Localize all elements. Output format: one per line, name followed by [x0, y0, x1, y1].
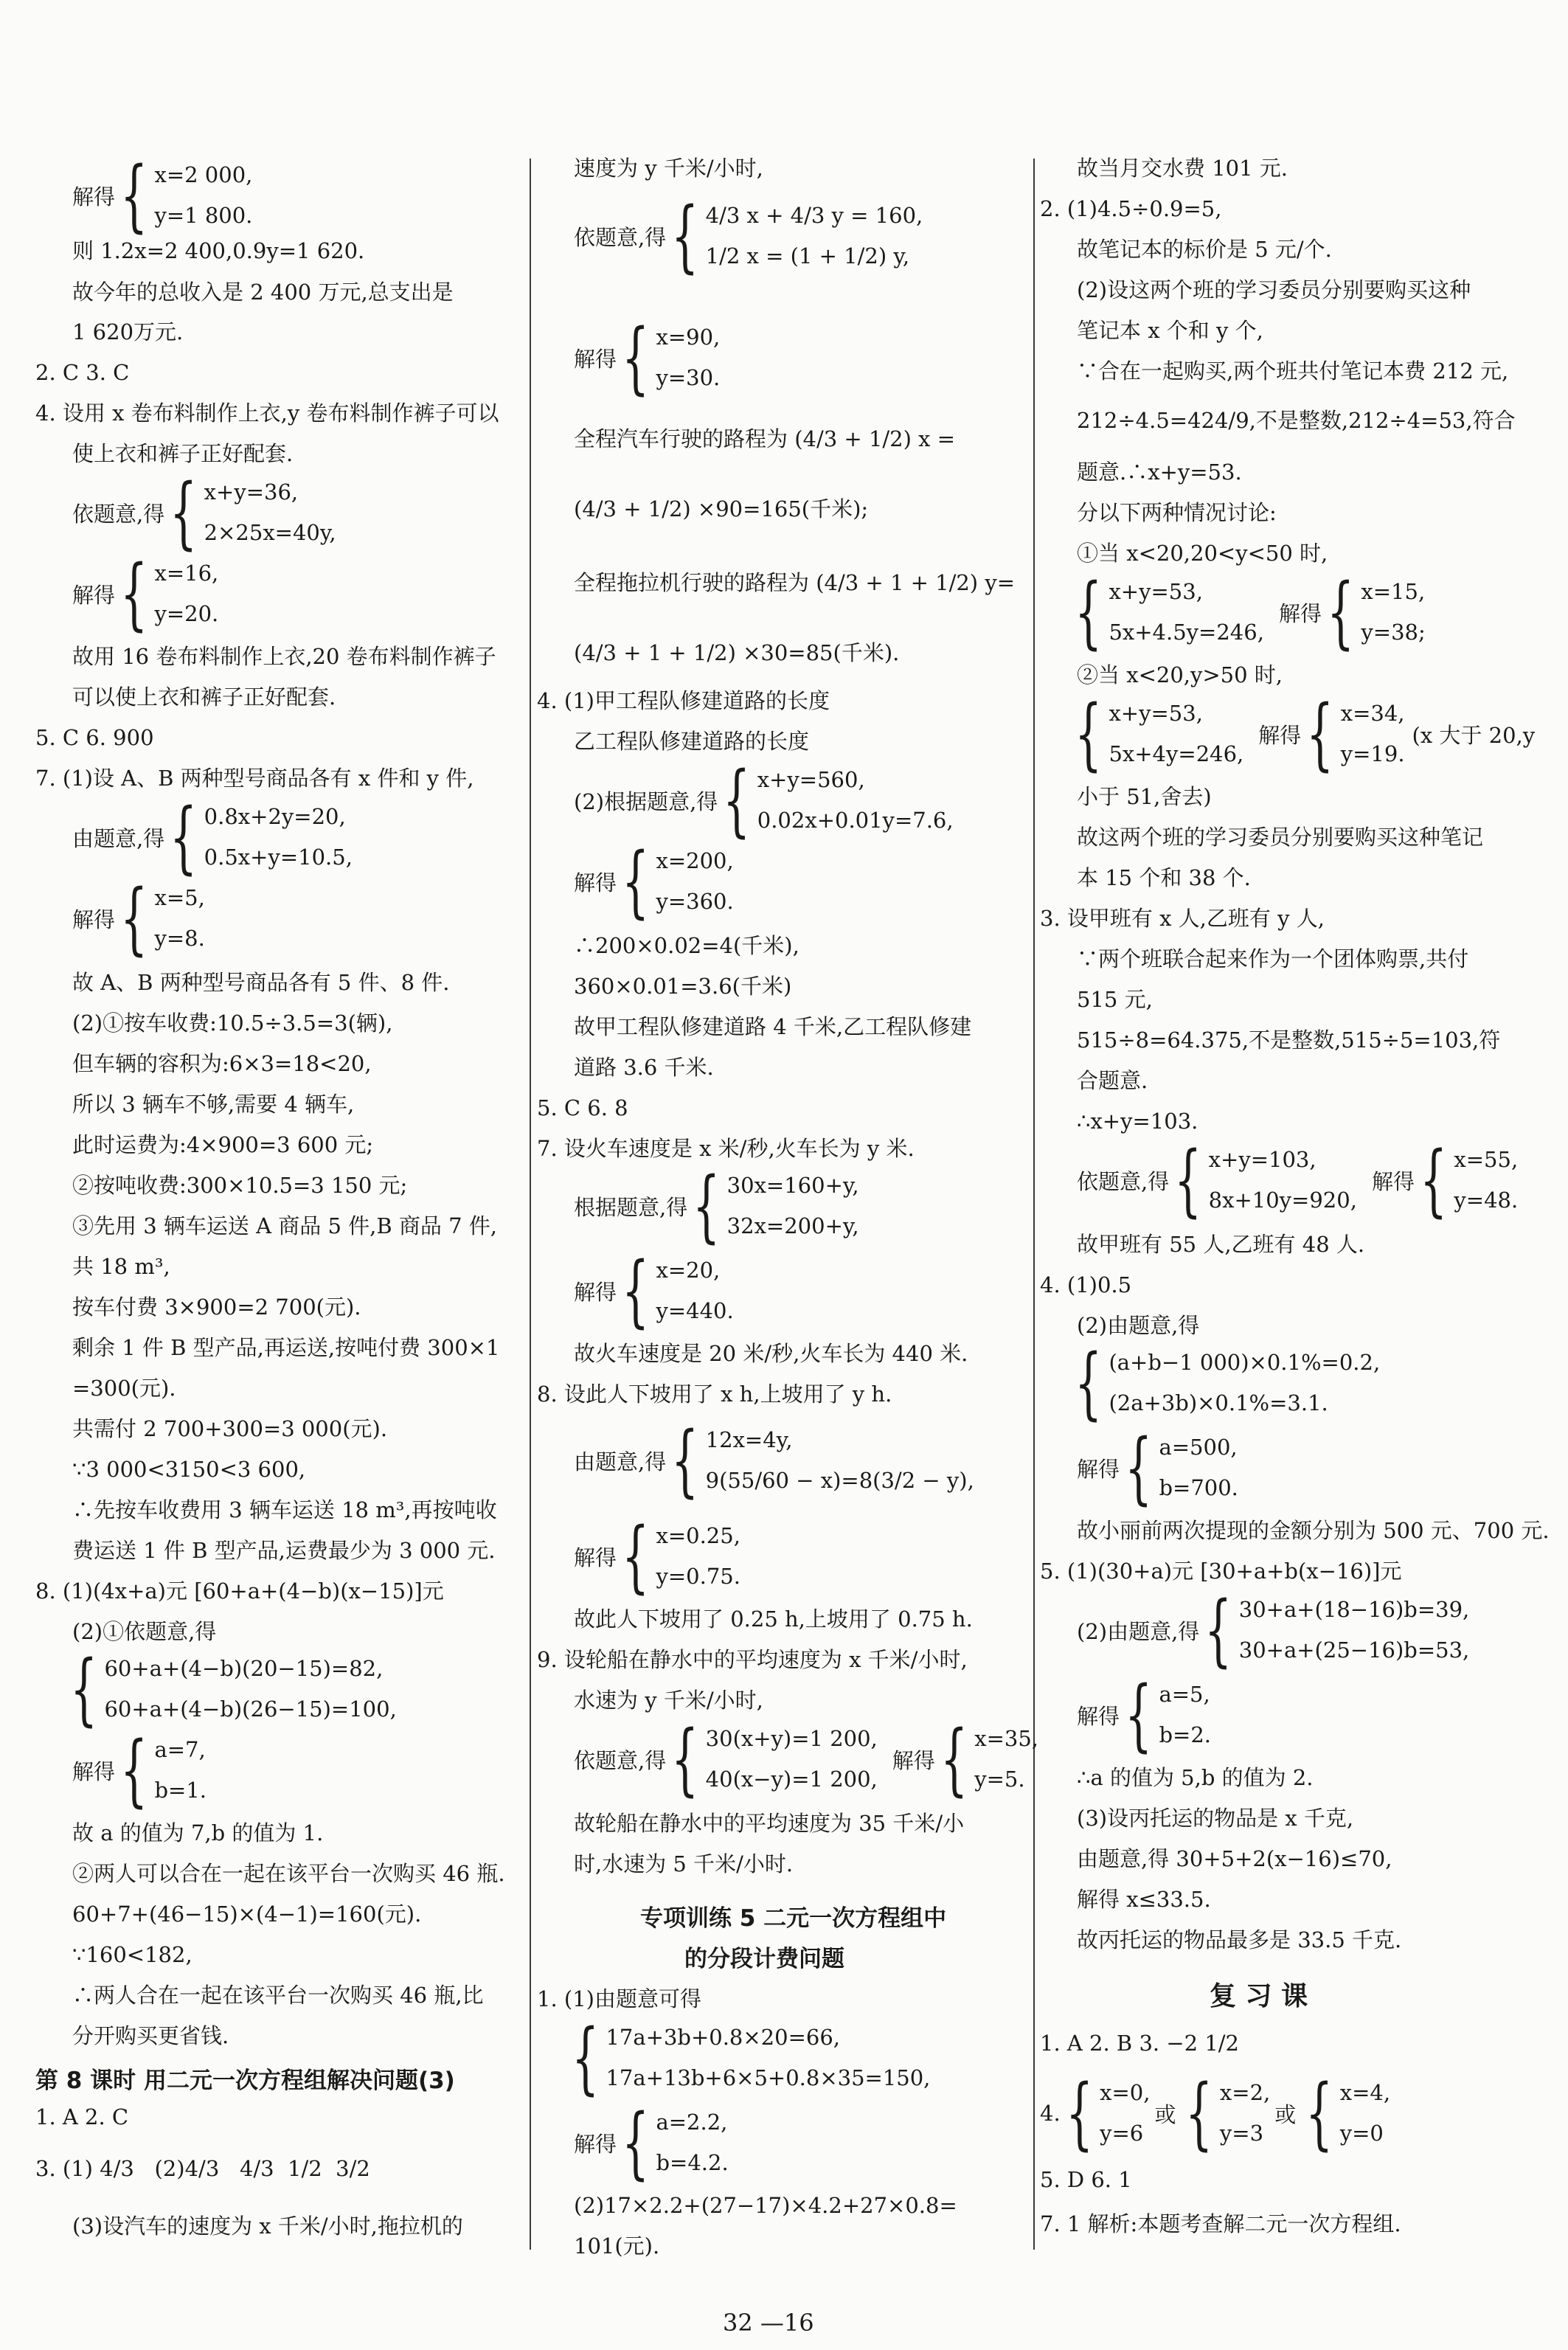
answer-line: 5. C 6. 8 — [537, 1095, 628, 1120]
equation-system: { 17a+3b+0.8×20=66, 17a+13b+6×5+0.8×35=150, — [572, 2012, 931, 2104]
solution-system: 解得 { a=5, b=2. — [1077, 1669, 1212, 1761]
column-divider-2 — [1033, 159, 1035, 2250]
question-line: 5. (1)(30+a)元 [30+a+b(x−16)]元 — [1040, 1559, 1402, 1584]
text-line: 故甲班有 55 人,乙班有 48 人. — [1077, 1232, 1365, 1257]
text-line: 水速为 y 千米/小时, — [574, 1688, 763, 1713]
text-line: =300(元). — [72, 1376, 176, 1401]
answer-line: 3. (1) 4/3 (2)4/3 4/3 1/2 3/2 — [35, 2156, 370, 2181]
text-line: ∴a 的值为 5,b 的值为 2. — [1077, 1765, 1314, 1790]
question-line: 4. (1)0.5 — [1040, 1272, 1132, 1297]
solution-system: 解得 { x=90, y=30. — [574, 312, 721, 403]
question-line: 1. (1)由题意可得 — [537, 1986, 701, 2011]
text-line: 515÷8=64.375,不是整数,515÷5=103,符 — [1077, 1027, 1501, 1053]
text-line: ∴先按车收费用 3 辆车运送 18 m³,再按吨收 — [72, 1497, 497, 1522]
answer-systems: 4. { x=0, y=6 或 { x=2, y=3 或 { x=4, y=0 — [1040, 2067, 1391, 2159]
column-divider-1 — [530, 159, 531, 2250]
equation-system: (2)根据题意,得 { x+y=560, 0.02x+0.01y=7.6, — [574, 755, 954, 846]
equation-system: 依题意,得 { 4/3 x + 4/3 y = 160, 1/2 x = (1 + 1/2) y, — [574, 190, 923, 282]
text-line: ∴200×0.02=4(千米), — [574, 933, 799, 958]
text-line: (2)①依题意,得 — [72, 1619, 217, 1644]
section-heading: 复 习 课 — [1210, 1981, 1308, 2011]
text-line: 360×0.01=3.6(千米) — [574, 974, 792, 999]
text-line: ∵160<182, — [72, 1942, 192, 1967]
answer-line: 2. C 3. C — [35, 360, 130, 385]
text-line: (2)①按车收费:10.5÷3.5=3(辆), — [72, 1011, 393, 1036]
text-line: ①当 x<20,20<y<50 时, — [1077, 541, 1328, 566]
equation-system: 由题意,得 { 12x=4y, 9(55/60 − x)=8(3/2 − y), — [574, 1415, 974, 1506]
text-line: 所以 3 辆车不够,需要 4 辆车, — [72, 1092, 355, 1117]
solution-system: 解得 { x=16, y=20. — [72, 548, 219, 640]
answer-line: 1. A 2. C — [35, 2104, 129, 2129]
equation-system: { x+y=53, 5x+4.5y=246, 解得 { x=15, y=38; — [1075, 566, 1426, 658]
text-line: 共需付 2 700+300=3 000(元). — [72, 1416, 388, 1441]
text-line: (2)17×2.2+(27−17)×4.2+27×0.8= — [574, 2193, 957, 2218]
question-line: 7. 设火车速度是 x 米/秒,火车长为 y 米. — [537, 1136, 915, 1161]
text-line: 速度为 y 千米/小时, — [574, 156, 763, 181]
text-line: 时,水速为 5 千米/小时. — [574, 1851, 794, 1876]
solution-system: 解得 { x=2 000, y=1 800. — [72, 150, 253, 241]
text-line: 使上衣和裤子正好配套. — [72, 441, 294, 466]
text-line: 则 1.2x=2 400,0.9y=1 620. — [72, 238, 365, 263]
section-heading: 专项训练 5 二元一次方程组中 — [640, 1905, 947, 1932]
text-line: (2)设这两个班的学习委员分别要购买这种 — [1077, 277, 1471, 302]
text-line: 故火车速度是 20 米/秒,火车长为 440 米. — [574, 1341, 968, 1366]
solution-system: 解得 { a=2.2, b=4.2. — [574, 2097, 729, 2188]
text-line: 故小丽前两次提现的金额分别为 500 元、700 元. — [1077, 1518, 1550, 1543]
text-line: 分开购买更省钱. — [72, 2023, 229, 2048]
solution-system: 解得 { x=200, y=360. — [574, 836, 734, 927]
text-line: 故用 16 卷布料制作上衣,20 卷布料制作裤子 — [72, 644, 496, 669]
text-line: 分以下两种情况讨论: — [1077, 500, 1277, 525]
text-line: 故此人下坡用了 0.25 h,上坡用了 0.75 h. — [574, 1606, 973, 1632]
text-line: (4/3 + 1 + 1/2) ×30=85(千米). — [574, 640, 900, 665]
text-line: ③先用 3 辆车运送 A 商品 5 件,B 商品 7 件, — [72, 1213, 498, 1238]
answer-line: 5. C 6. 900 — [35, 725, 154, 750]
text-line: 故 A、B 两种型号商品各有 5 件、8 件. — [72, 970, 450, 995]
text-line: 故今年的总收入是 2 400 万元,总支出是 — [72, 280, 454, 305]
text-line: 可以使上衣和裤子正好配套. — [72, 684, 336, 710]
equation-system: 依题意,得 { x+y=103, 8x+10y=920, 解得 { x=55, y=48. — [1077, 1134, 1519, 1226]
text-line: 101(元). — [574, 2233, 660, 2259]
text-line: 212÷4.5=424/9,不是整数,212÷4=53,符合 — [1077, 408, 1516, 433]
solution-system: 解得 { a=500, b=700. — [1077, 1422, 1238, 1514]
question-line: 8. (1)(4x+a)元 [60+a+(4−b)(x−15)]元 — [35, 1578, 444, 1604]
equation-system: 根据题意,得 { 30x=160+y, 32x=200+y, — [574, 1160, 859, 1252]
text-line: 合题意. — [1077, 1068, 1148, 1093]
equation-system: { x+y=53, 5x+4y=246, 解得 { x=34, y=19. (x 大于 20,y — [1075, 688, 1536, 780]
text-line: 全程拖拉机行驶的路程为 (4/3 + 1 + 1/2) y= — [574, 570, 1016, 595]
answer-line: 5. D 6. 1 — [1040, 2167, 1132, 2192]
solution-system: 解得 { x=20, y=440. — [574, 1245, 734, 1337]
section-heading: 的分段计费问题 — [684, 1946, 844, 1972]
text-line: 故甲工程队修建道路 4 千米,乙工程队修建 — [574, 1014, 972, 1039]
text-line: 剩余 1 件 B 型产品,再运送,按吨付费 300×1 — [72, 1335, 500, 1360]
text-line: ∵合在一起购买,两个班共付笔记本费 212 元, — [1077, 358, 1509, 384]
text-line: 费运送 1 件 B 型产品,运费最少为 3 000 元. — [72, 1538, 496, 1563]
text-line: 515 元, — [1077, 987, 1153, 1012]
text-line: 全程汽车行驶的路程为 (4/3 + 1/2) x = — [574, 426, 956, 451]
question-line: 4. 设用 x 卷布料制作上衣,y 卷布料制作裤子可以 — [35, 401, 499, 426]
text-line: 故 a 的值为 7,b 的值为 1. — [72, 1820, 324, 1845]
text-line: ∴两人合在一起在该平台一次购买 46 瓶,比 — [72, 1983, 484, 2008]
text-line: 故当月交水费 101 元. — [1077, 156, 1288, 181]
text-line: ∵3 000<3150<3 600, — [72, 1457, 306, 1482]
text-line: ②按吨收费:300×10.5=3 150 元; — [72, 1173, 408, 1198]
text-line: 笔记本 x 个和 y 个, — [1077, 318, 1263, 343]
text-line: 60+7+(46−15)×(4−1)=160(元). — [72, 1902, 422, 1927]
question-line: 3. 设甲班有 x 人,乙班有 y 人, — [1040, 906, 1325, 931]
text-line: 小于 51,舍去) — [1077, 784, 1212, 809]
equation-system: { (a+b−1 000)×0.1%=0.2, (2a+3b)×0.1%=3.1. — [1075, 1337, 1381, 1429]
text-line: 道路 3.6 千米. — [574, 1055, 714, 1080]
text-line: 由题意,得 30+5+2(x−16)≤70, — [1077, 1846, 1392, 1871]
text-line: ∵两个班联合起来作为一个团体购票,共付 — [1077, 946, 1469, 971]
equation-system: 依题意,得 { x+y=36, 2×25x=40y, — [72, 467, 336, 558]
text-line: (3)设汽车的速度为 x 千米/小时,拖拉机的 — [72, 2214, 463, 2239]
question-line: 7. 1 解析:本题考查解二元一次方程组. — [1040, 2211, 1401, 2236]
text-line: ②当 x<20,y>50 时, — [1077, 662, 1283, 687]
text-line: 此时运费为:4×900=3 600 元; — [72, 1132, 374, 1157]
answer-line: 1. A 2. B 3. −2 1/2 — [1040, 2031, 1239, 2056]
text-line: (4/3 + 1/2) ×90=165(千米); — [574, 496, 869, 521]
text-line: 按车付费 3×900=2 700(元). — [72, 1294, 361, 1320]
equation-system: { 60+a+(4−b)(20−15)=82, 60+a+(4−b)(26−15)=100, — [70, 1643, 397, 1735]
text-line: (3)设丙托运的物品是 x 千克, — [1077, 1806, 1354, 1831]
text-line: 题意.∴x+y=53. — [1077, 460, 1242, 485]
text-line: 本 15 个和 38 个. — [1077, 865, 1251, 890]
question-line: 4. (1)甲工程队修建道路的长度 — [537, 688, 830, 713]
solution-system: 解得 { a=7, b=1. — [72, 1725, 207, 1816]
text-line: ∴x+y=103. — [1077, 1109, 1198, 1134]
text-line: 乙工程队修建道路的长度 — [574, 729, 810, 754]
text-line: 故丙托运的物品最多是 33.5 千克. — [1077, 1927, 1402, 1952]
question-line: 2. (1)4.5÷0.9=5, — [1040, 196, 1222, 221]
equation-system: (2)由题意,得 { 30+a+(18−16)b=39, 30+a+(25−16)b=53, — [1077, 1584, 1470, 1676]
text-line: 故这两个班的学习委员分别要购买这种笔记 — [1077, 825, 1484, 850]
equation-system: 依题意,得 { 30(x+y)=1 200, 40(x−y)=1 200, 解得 { x=35, y=5. — [574, 1713, 1039, 1805]
page-number: 32 —16 — [723, 2309, 814, 2337]
text-line: 故笔记本的标价是 5 元/个. — [1077, 237, 1332, 262]
question-line: 9. 设轮船在静水中的平均速度为 x 千米/小时, — [537, 1647, 968, 1672]
text-line: 但车辆的容积为:6×3=18<20, — [72, 1051, 372, 1076]
text-line: 共 18 m³, — [72, 1254, 170, 1279]
text-line: 故轮船在静水中的平均速度为 35 千米/小 — [574, 1811, 965, 1836]
text-line: 解得 x≤33.5. — [1077, 1887, 1211, 1912]
text-line: ②两人可以合在一起在该平台一次购买 46 瓶. — [72, 1861, 505, 1886]
text-line: 1 620万元. — [72, 319, 184, 344]
question-line: 8. 设此人下坡用了 x h,上坡用了 y h. — [537, 1382, 892, 1407]
text-line: (2)由题意,得 — [1077, 1313, 1200, 1338]
question-line: 7. (1)设 A、B 两种型号商品各有 x 件和 y 件, — [35, 766, 474, 791]
equation-system: 由题意,得 { 0.8x+2y=20, 0.5x+y=10.5, — [72, 791, 353, 883]
solution-system: 解得 { x=0.25, y=0.75. — [574, 1511, 740, 1602]
lesson-heading: 第 8 课时 用二元一次方程组解决问题(3) — [35, 2067, 455, 2094]
solution-system: 解得 { x=5, y=8. — [72, 873, 205, 964]
